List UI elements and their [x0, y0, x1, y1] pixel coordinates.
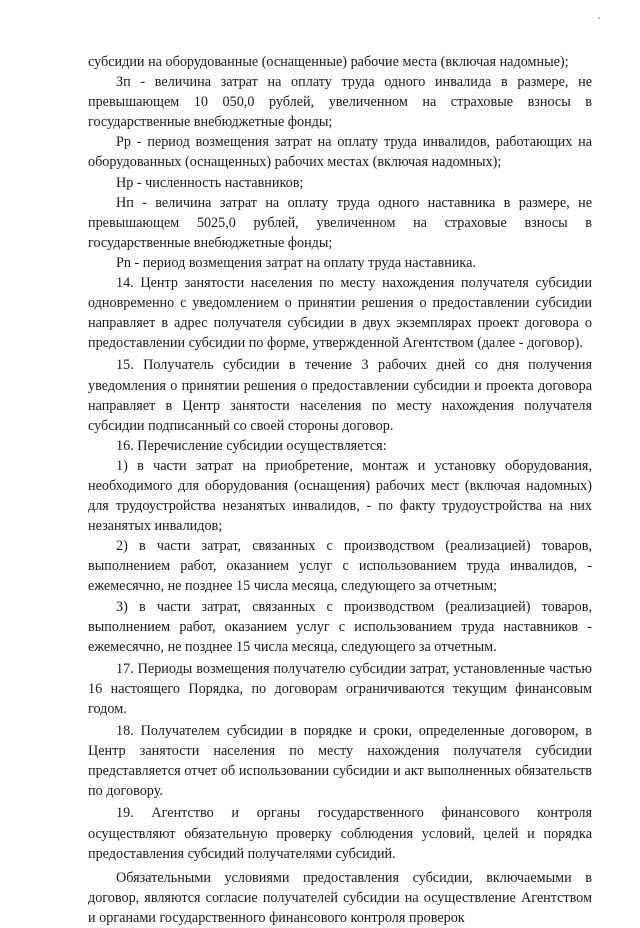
paragraph-18: 18. Получателем субсидии в порядке и сроки, определенные договором, в Центр занятости населения по месту нахождения получателя субсидии представляется отчет об использовании субсидии и акт выполненных обязательств по договору.: [88, 723, 592, 800]
corner-mark: ': [598, 16, 601, 25]
paragraph-16-item-3: 3) в части затрат, связанных с производством (реализацией) товаров, выполнением работ, оказанием услуг с использованием труда наставников - ежемесячно, не позднее 15 числа месяца, следующего за отчетным.: [88, 598, 592, 655]
paragraph-conditions: Обязательными условиями предоставления субсидии, включаемыми в договор, являются согласие получателей субсидии на осуществление Агентством и органами государственного финансового контроля проверок: [88, 869, 592, 926]
paragraph-19: 19. Агентство и органы государственного финансового контроля осуществляют обязательную проверку соблюдения условий, целей и порядка предоставления субсидий получателями субсидий.: [88, 805, 592, 862]
paragraph-16-item-1: 1) в части затрат на приобретение, монтаж и установку оборудования, необходимого для оборудования (оснащения) рабочих мест (включая надомных) для трудоустройства незанятых инвалидов, - по факту трудоустройства на них незанятых инвалидов;: [88, 457, 592, 535]
paragraph-zp-definition: Зп - величина затрат на оплату труда одного инвалида в размере, не превышающем 10 050,0 рублей, увеличенном на страховые взносы в государственные внебюджетные фонды;: [88, 74, 592, 131]
paragraph-16: 16. Перечисление субсидии осуществляется:: [116, 437, 387, 454]
paragraph-17: 17. Периоды возмещения получателю субсидии затрат, установленные частью 16 настоящего Порядка, по договорам ограничиваются текущим финансовым годом.: [88, 660, 592, 717]
paragraph-rr-definition: Рр - период возмещения затрат на оплату труда инвалидов, работающих на оборудованных (оснащенных) рабочих местах (включая надомных);: [88, 134, 592, 171]
paragraph-16-item-2: 2) в части затрат, связанных с производством (реализацией) товаров, выполнением работ, оказанием услуг с использованием труда инвалидов, - ежемесячно, не позднее 15 числа месяца, следующего за отчетным;: [88, 538, 592, 595]
document-body: [88, 52, 592, 928]
paragraph-continuation: субсидии на оборудованные (оснащенные) рабочие места (включая надомные);: [88, 54, 569, 70]
paragraph-nr-definition: Нр - численность наставников;: [116, 174, 304, 191]
paragraph-15: 15. Получатель субсидии в течение 3 рабочих дней со дня получения уведомления о принятии решения о предоставлении субсидии и проекта договора направляет в Центр занятости населения по месту нахождения получателя субсидии подписанный со своей стороны договор.: [88, 357, 592, 434]
paragraph-14: 14. Центр занятости населения по месту нахождения получателя субсидии одновременно с уведомлением о принятии решения о предоставлении субсидии направляет в адрес получателя субсидии в двух экземплярах проект договора о предоставлении субсидии по форме, утвержденной Агентством (далее - договор).: [88, 275, 592, 352]
paragraph-rn-definition: Рn - период возмещения затрат на оплату труда наставника.: [116, 254, 476, 271]
paragraph-np-definition: Нп - величина затрат на оплату труда одного наставника в размере, не превышающем 5025,0 рублей, увеличенном на страховые взносы в государственные внебюджетные фонды;: [88, 194, 592, 251]
